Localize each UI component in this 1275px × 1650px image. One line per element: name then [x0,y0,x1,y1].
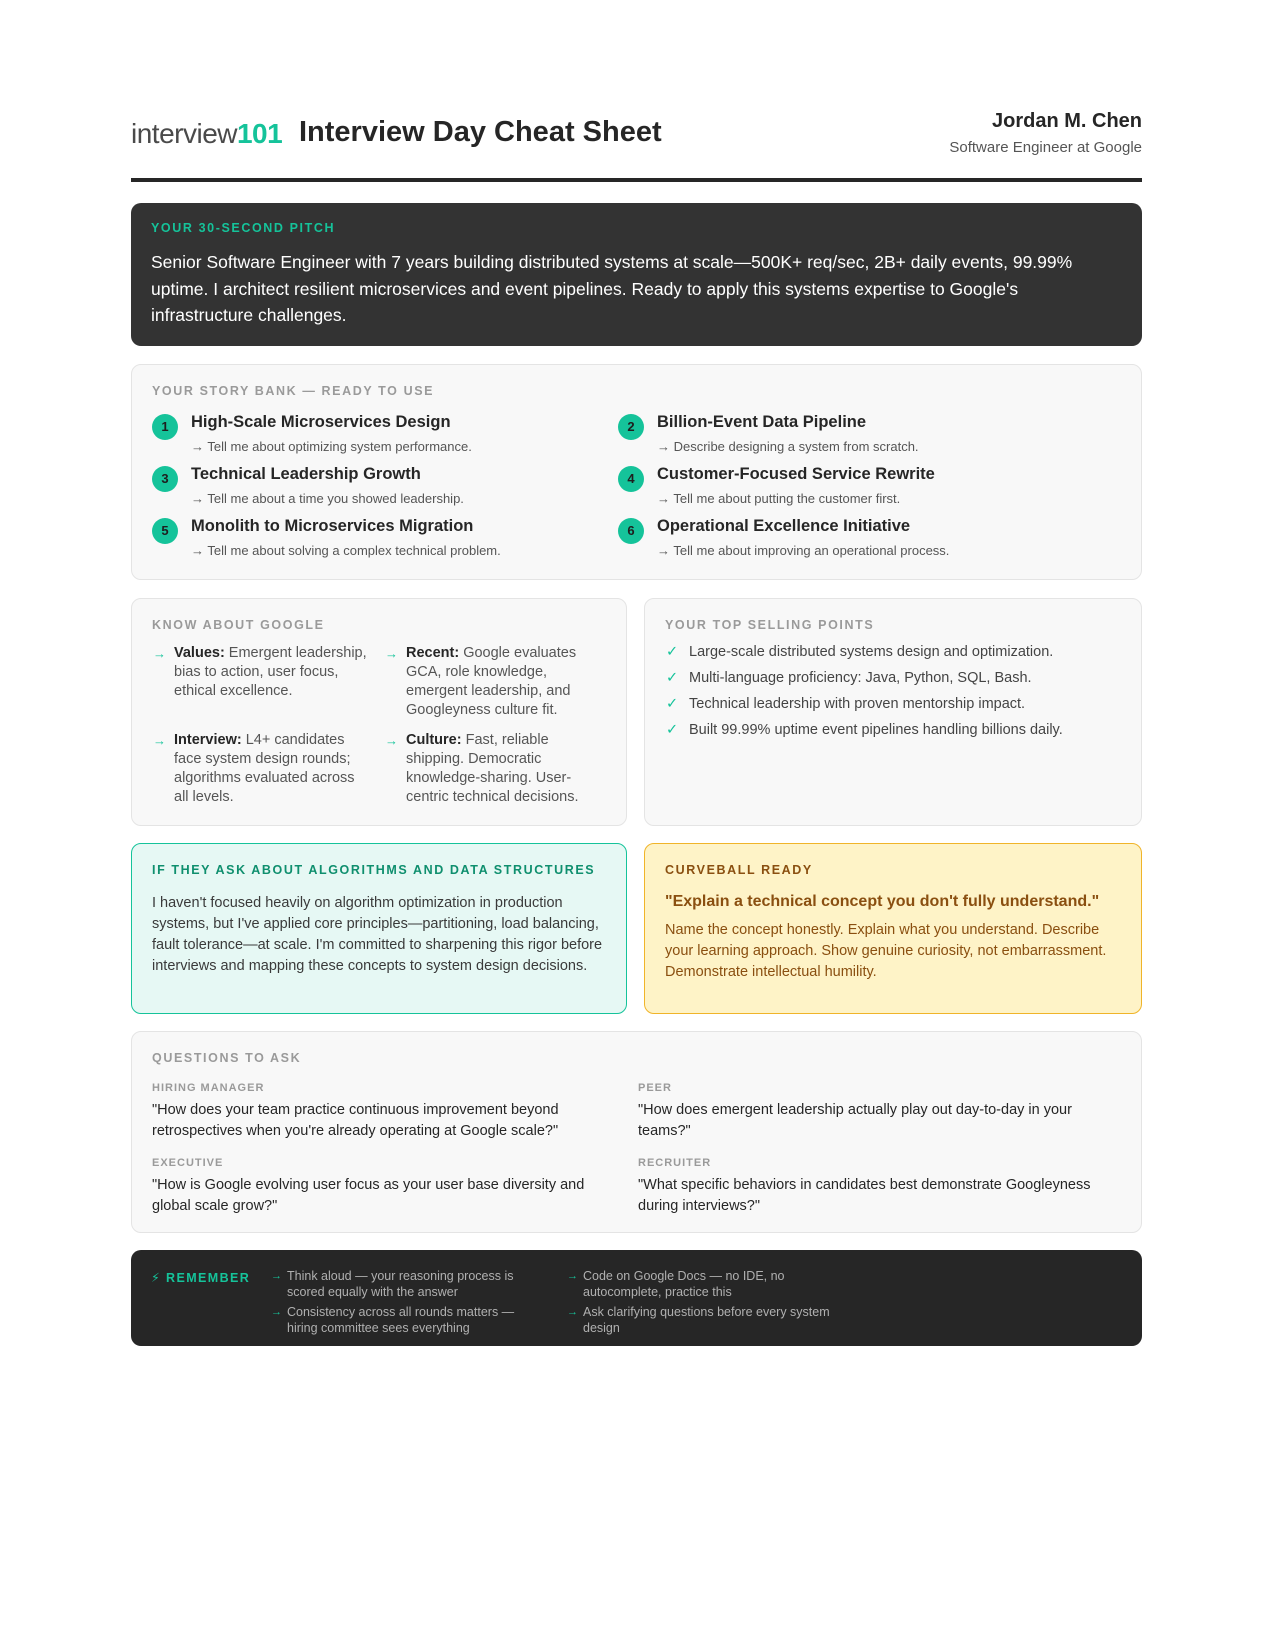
story-title: Customer-Focused Service Rewrite [657,465,935,483]
story-number-badge: 6 [618,518,644,544]
story-number-badge: 1 [152,414,178,440]
story-question: → Tell me about putting the customer first. [657,491,901,506]
arrow-right-icon: → [385,646,398,661]
know-item: → Values: Emergent leadership, bias to action, user focus, ethical excellence. [153,645,367,699]
story-question: → Tell me about solving a complex technical problem. [191,543,501,558]
check-icon: ✓ [666,722,679,738]
question-text: "How does emergent leadership actually play out day-to-day in your teams?" [638,1102,1072,1139]
story-item [618,515,1088,565]
know-item: → Recent: Google evaluates GCA, role knowledge, emergent leadership, and Googleyness culture fit. [385,645,577,718]
story-item [152,515,622,565]
story-title: Billion-Event Data Pipeline [657,413,867,431]
story-question: → Describe designing a system from scratch. [657,439,919,454]
curveball-label: CURVEBALL READY [665,863,813,877]
pitch-panel [131,203,1142,346]
arrow-right-icon: → [153,646,166,661]
logo: interview101 [131,118,283,149]
know-about-company [131,598,627,826]
remember-item: → Consistency across all rounds matters — hiring committee sees everything [271,1305,515,1335]
remember-item: → Ask clarifying questions before every system design [567,1305,830,1335]
selling-item: ✓ Multi-language proficiency: Java, Python, SQL, Bash. [666,670,1032,686]
remember-item: → Code on Google Docs — no IDE, no autocomplete, practice this [567,1269,785,1299]
selling-points [644,598,1142,826]
story-item [152,411,622,461]
question-block [152,1082,622,1142]
question-text: "How is Google evolving user focus as your user base diversity and global scale grow?" [152,1177,585,1214]
story-number-badge: 4 [618,466,644,492]
story-item [618,411,1088,461]
story-bank-label: YOUR STORY BANK — READY TO USE [152,384,435,398]
algorithms-label: IF THEY ASK ABOUT ALGORITHMS AND DATA STRUCTURES [152,863,596,877]
question-text: "What specific behaviors in candidates best demonstrate Googleyness during interviews?" [638,1177,1091,1214]
remember-label: ⚡ REMEMBER [151,1271,251,1285]
curveball-panel [644,843,1142,1014]
remember-panel [131,1250,1142,1346]
selling-item: ✓ Technical leadership with proven mentorship impact. [666,696,1026,712]
question-block [152,1157,622,1217]
selling-list [666,643,1063,747]
questions-to-ask [131,1031,1142,1233]
know-item: → Culture: Fast, reliable shipping. Democratic knowledge-sharing. User-centric technical decisions. [385,732,579,805]
story-number-badge: 5 [152,518,178,544]
pitch-text: Senior Software Engineer with 7 years building distributed systems at scale—500K+ req/sec, 2B+ daily events, 99.99% uptime. I architect resilient microservices and event pipelines. Ready to apply this systems expertise to Google's infrastructure challenges. [151,252,1073,325]
candidate-name: Jordan M. Chen [991,110,1142,132]
arrow-right-icon: → [385,733,398,748]
story-title: High-Scale Microservices Design [191,413,451,431]
story-item [618,463,1088,513]
story-bank [131,364,1142,580]
check-icon: ✓ [666,670,679,686]
pitch-label: YOUR 30-SECOND PITCH [151,221,336,235]
algorithms-answer [131,843,627,1014]
question-role: EXECUTIVE [152,1157,224,1169]
question-text: "How does your team practice continuous improvement beyond retrospectives when you're already operating at Google scale?" [152,1102,559,1139]
header [131,108,1142,182]
question-role: RECRUITER [638,1157,712,1169]
candidate-role: Software Engineer at Google [949,139,1142,156]
page-title: Interview Day Cheat Sheet [299,116,662,148]
arrow-right-icon: → [567,1306,578,1318]
arrow-right-icon: → [271,1306,282,1318]
curveball-text: Name the concept honestly. Explain what you understand. Describe your learning approach. Show genuine curiosity, not embarrassment. Demonstrate intellectual humility. [665,922,1107,980]
know-label: KNOW ABOUT GOOGLE [152,618,325,632]
arrow-right-icon: → [567,1270,578,1282]
story-item [152,463,622,513]
algorithms-text: I haven't focused heavily on algorithm optimization in production systems, but I've applied core principles—partitioning, load balancing, fault tolerance—at scale. I'm committed to sharpening this rigor before interviews and mapping these concepts to system design decisions. [152,895,603,974]
story-title: Operational Excellence Initiative [657,517,911,535]
remember-item: → Think aloud — your reasoning process is scored equally with the answer [271,1269,514,1299]
questions-label: QUESTIONS TO ASK [152,1051,302,1065]
question-block [638,1157,1108,1217]
check-icon: ✓ [666,696,679,712]
question-block [638,1082,1108,1142]
story-title: Technical Leadership Growth [191,465,421,483]
arrow-right-icon: → [153,733,166,748]
story-question: → Tell me about a time you showed leadership. [191,491,464,506]
question-role: PEER [638,1082,672,1094]
curveball-question: "Explain a technical concept you don't fully understand." [665,893,1100,910]
selling-item: ✓ Large-scale distributed systems design and optimization. [666,644,1054,660]
story-number-badge: 3 [152,466,178,492]
selling-item: ✓ Built 99.99% uptime event pipelines handling billions daily. [666,722,1063,738]
question-role: HIRING MANAGER [152,1082,265,1094]
know-item: → Interview: L4+ candidates face system design rounds; algorithms evaluated across all levels. [153,732,355,805]
arrow-right-icon: → [271,1270,282,1282]
selling-label: YOUR TOP SELLING POINTS [665,618,875,632]
story-number-badge: 2 [618,414,644,440]
story-question: → Tell me about improving an operational process. [657,543,950,558]
story-question: → Tell me about optimizing system performance. [191,439,472,454]
story-title: Monolith to Microservices Migration [191,517,474,535]
check-icon: ✓ [666,644,679,660]
